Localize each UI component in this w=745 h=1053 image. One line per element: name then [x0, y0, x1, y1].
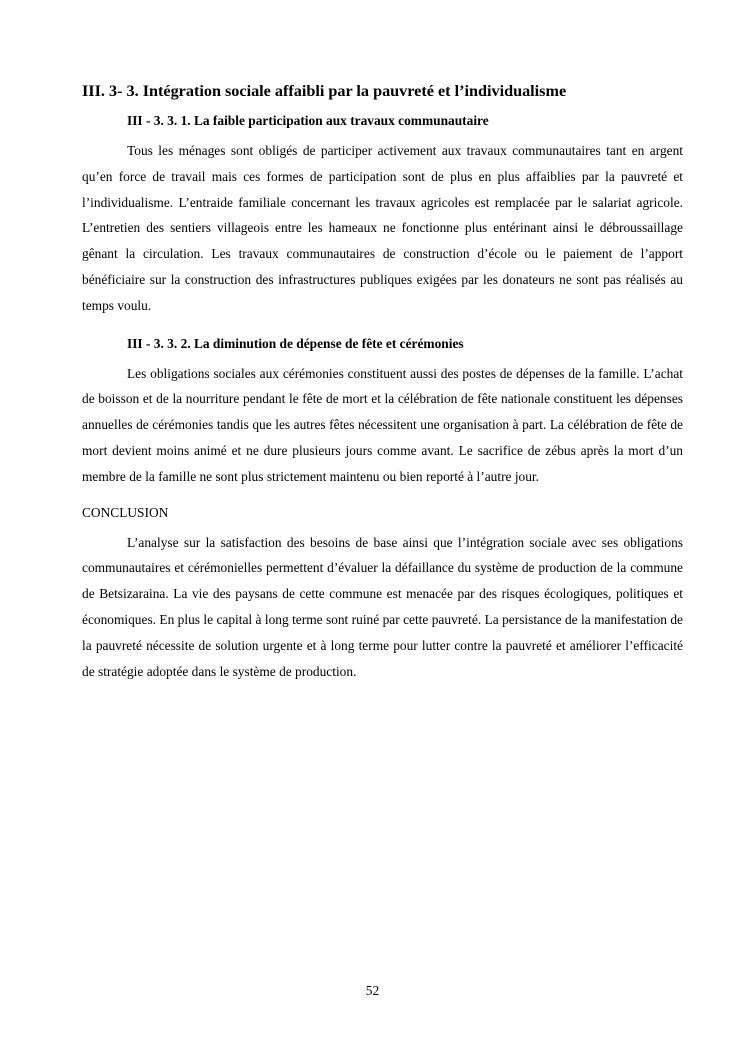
- page-number: 52: [365, 983, 380, 998]
- paragraph-ceremonies: Les obligations sociales aux cérémonies constituent aussi des postes de dépenses de la famille. L’achat de boisson et de la nourriture pendant le fête de mort et la célébration de fête nationale constituent les dépenses annuelles de cérémonies tandis que les autres fêtes nécessitent une organisation à part. La célébration de fête de mort devient moins animé et ne dure plusieurs jours comme avant. Le sacrifice de zébus après la mort d’un membre de la famille ne sont plus strictement maintenu ou bien reporté à l’autre jour.: [82, 365, 683, 484]
- subsection-heading-ceremonies: III - 3. 3. 2. La diminution de dépense de fête et cérémonies: [127, 335, 464, 351]
- subsection-heading-participation: III - 3. 3. 1. La faible participation aux travaux communautaire: [127, 113, 489, 128]
- paragraph-conclusion: L’analyse sur la satisfaction des besoins de base ainsi que l’intégration sociale avec ses obligations communautaires et cérémonielles permettent d’évaluer la défaillance du système de production de la commune de Betsizaraina. La vie des paysans de cette commune est menacée par des risques écologiques, politiques et économiques. En plus le capital à long terme sont ruiné par cette pauvreté. La persistance de la manifestation de la pauvreté nécessite de solution urgente et à long terme pour lutter contre la pauvreté et améliorer l’efficacité de stratégie adoptée dans le système de production.: [82, 534, 683, 679]
- section-heading: III. 3- 3. Intégration sociale affaibli par la pauvreté et l’individualisme: [82, 82, 567, 100]
- page-content: [82, 80, 683, 684]
- paragraph-participation: Tous les ménages sont obligés de participer activement aux travaux communautaires tant en argent qu’en force de travail mais ces formes de participation sont de plus en plus affaiblies par la pauvreté et l’individualisme. L’entraide familiale concernant les travaux agricoles est remplacée par le salariat agricole. L’entretien des sentiers villageois entre les hameaux ne fonctionne plus entérinant ainsi le débroussaillage gênant la circulation. Les travaux communautaires de construction d’école ou le paiement de l’apport bénéficiaire sur la construction des infrastructures publiques exigées par les donateurs ne sont pas réalisés au temps voulu.: [82, 143, 683, 313]
- conclusion-heading: CONCLUSION: [82, 504, 169, 520]
